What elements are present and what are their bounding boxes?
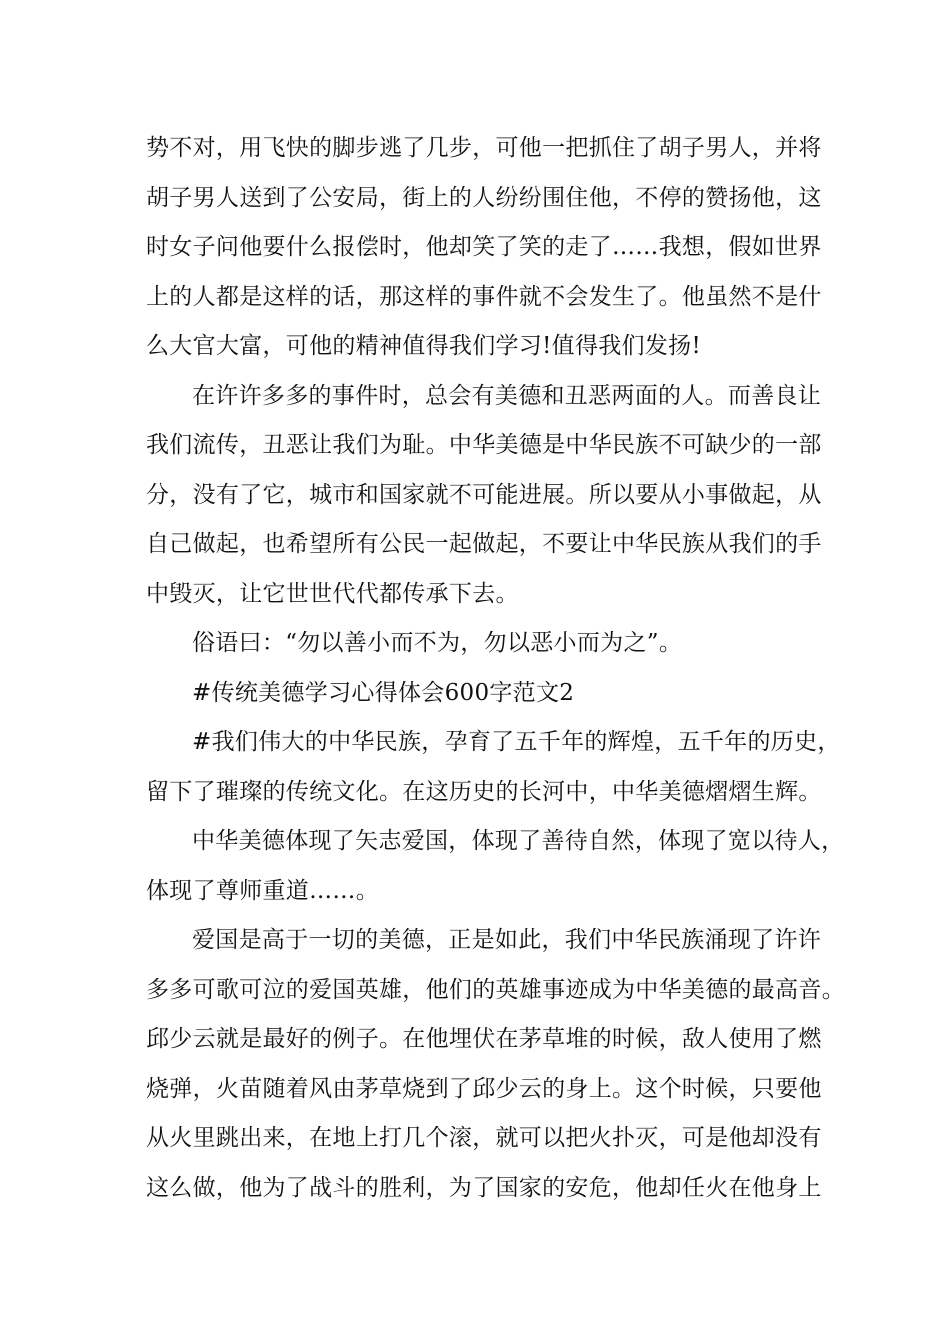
text-line: 自己做起，也希望所有公民一起做起，不要让中华民族从我们的手 xyxy=(146,531,822,557)
text-line: 时女子问他要什么报偿时，他却笑了笑的走了……我想，假如世界 xyxy=(146,234,822,260)
text-line: #传统美德学习心得体会600字范文2 xyxy=(192,679,575,706)
text-line: 在许许多多的事件时，总会有美德和丑恶两面的人。而善良让 xyxy=(192,382,822,409)
text-line: 胡子男人送到了公安局，街上的人纷纷围住他，不停的赞扬他，这 xyxy=(146,184,822,211)
text-line: 留下了璀璨的传统文化。在这历史的长河中，中华美德熠熠生辉。 xyxy=(146,778,822,805)
text-line: 从火里跳出来，在地上打几个滚，就可以把火扑灭，可是他却没有 xyxy=(146,1125,822,1151)
document-body xyxy=(146,124,845,1213)
text-line: 中华美德体现了矢志爱国，体现了善待自然，体现了宽以待人， xyxy=(192,828,845,854)
text-line: 烧弹，火苗随着风由茅草烧到了邱少云的身上。这个时候，只要他 xyxy=(146,1075,822,1102)
text-line: 势不对，用飞快的脚步逃了几步，可他一把抓住了胡子男人，并将 xyxy=(146,135,822,161)
text-line: 邱少云就是最好的例子。在他埋伏在茅草堆的时候，敌人使用了燃 xyxy=(146,1026,822,1052)
text-line: 多多可歌可泣的爱国英雄，他们的英雄事迹成为中华美德的最高音。 xyxy=(146,976,845,1003)
text-line: 中毁灭，让它世世代代都传承下去。 xyxy=(146,580,519,607)
text-line: #我们伟大的中华民族，孕育了五千年的辉煌，五千年的历史， xyxy=(192,729,841,755)
text-line: 体现了尊师重道……。 xyxy=(146,877,379,904)
text-line: 这么做，他为了战斗的胜利，为了国家的安危，他却任火在他身上 xyxy=(146,1174,822,1201)
text-line: 俗语曰：“勿以善小而不为，勿以恶小而为之”。 xyxy=(192,630,683,656)
text-line: 上的人都是这样的话，那这样的事件就不会发生了。他虽然不是什 xyxy=(146,283,822,310)
text-line: 爱国是高于一切的美德，正是如此，我们中华民族涌现了许许 xyxy=(192,927,822,953)
text-line: 我们流传，丑恶让我们为耻。中华美德是中华民族不可缺少的一部 xyxy=(146,432,822,458)
text-line: 么大官大富，可他的精神值得我们学习!值得我们发扬! xyxy=(146,333,701,359)
text-line: 分，没有了它，城市和国家就不可能进展。所以要从小事做起，从 xyxy=(146,481,822,508)
